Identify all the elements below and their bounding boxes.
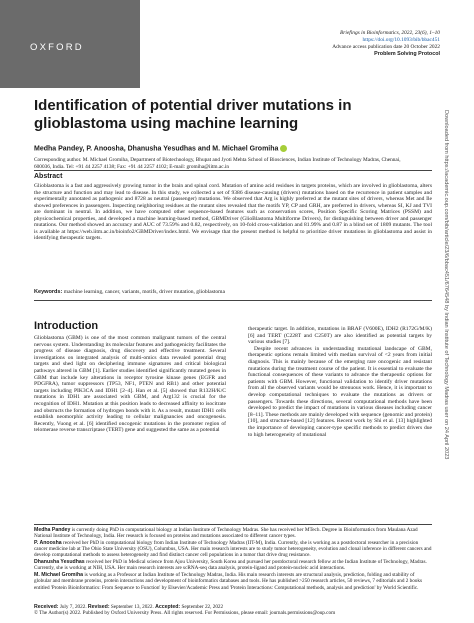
keywords-text: machine learning, cancer, variants, motifs, driver mutation, glioblastoma (63, 289, 225, 295)
bio-name: M. Michael Gromiha (34, 572, 84, 579)
divider (34, 300, 432, 301)
keywords-label: Keywords: (34, 289, 63, 295)
author-list (34, 145, 394, 152)
bio-text: is working as a Professor at Indian Institute of Technology Madras, India. His main research interests are structural analysis, prediction, folding and stability of globular and membrane proteins, protein interactions and development of bioinformatics databases and tools. He has published >250 research articles, 50 reviews, 7 editorials and 2 books entitled 'Protein Bioinformatics: From Sequence to Function' by Elsevier/Academic Press and 'Protein Interactions: Computational methods, analysis and prediction' by World Scientific. (34, 572, 422, 591)
paper-title: Identification of potential driver mutations in glioblastoma using machine learning (34, 97, 352, 132)
revised-label: Revised: (87, 604, 110, 610)
bio-entry (34, 527, 432, 539)
journal-info (220, 30, 440, 58)
publisher-banner (0, 0, 140, 88)
orcid-icon[interactable] (280, 145, 287, 152)
abstract-text: Glioblastoma is a fast and aggressively growing tumor in the brain and spinal cord. Mutation of amino acid residues in targets proteins, which are involved in glioblastoma, alters the structure and function and may lead to disease. In this study, we collected a set of 9386 disease-causing (drivers) mutations based on the recurrence in patient samples and experimentally annotated as pathogenic and 8728 as neutral (passenger) mutations. We observed that Arg is highly preferred at the mutant sites of drivers, whereas Met and Ile showed preferences in passengers. Inspecting neighboring residues at the mutant sites revealed that the motifs YP, CP and GRH, are preferred in drivers, whereas SI, KJ and TVI are dominant in neutral. In addition, we have computed other sequence-based features such as conservation scores, Position Specific Scoring Matrices (PSSM) and physicochemical properties, and developed a machine learning-based method, GBMDriver (GlioBlastoma Multiforme Drivers), for distinguishing between driver and passenger mutations. Our method showed an accuracy and AUC of 73.59% and 0.82, respectively, on 10-fold cross-validation and 81.99% and 0.87 in a blind set of 1809 mutants. The tool is available at https://web.iitm.ac.in/bioinfo2/GBMDriver/index.html. We envisage that the present method is helpful to prioritize driver mutations in glioblastoma and assist in identifying therapeutic targets. (34, 183, 432, 242)
author-names: Medha Pandey, P. Anoosha, Dhanusha Yesudhas and M. Michael Gromiha (34, 145, 279, 153)
accepted-date: September 22, 2022 (181, 604, 224, 610)
bio-name: Dhanusha Yesudhas (34, 559, 85, 566)
bio-name: Medha Pandey (34, 527, 71, 533)
received-date: July 7, 2022. (59, 604, 87, 610)
abstract-heading: Abstract (34, 173, 63, 180)
intro-paragraph: therapeutic target. In addition, mutations in BRAF (V600E), IDH2 (R172G/M/K) [6] and TERT (C228T and C250T) are also identified as potential targets by various studies [7]. (248, 326, 432, 346)
received-label: Received: (34, 604, 59, 610)
bio-entry (34, 540, 432, 559)
journal-line: Briefings in Bioinformatics, 2022, 23(6), 1–10 (339, 30, 440, 36)
introduction-column-1: Glioblastoma (GBM) is one of the most common malignant tumors of the central nervous system. Understanding its molecular features and pathogenicity facilitates the progress of disease diagnosis, drug discovery and effective treatment. Several investigations on integrated analysis of multi-omics data revealed potential drug targets and shed light on deciphering immune signatures and critical biological pathways altered in GBM [1]. Earlier studies identified significantly mutated genes in GBM that include key alterations in receptor tyrosine kinase genes (EGFR and PDGFRA), tumor suppressors (TP53, NF1, PTEN and RB1) and other potential targets including PIK3CA and IDH1 [2–4]. Han et al. [5] showed that R132H/K/C mutations in IDH1 are associated with GBM, and Arg132 is crucial for the recognition of IDH1. Mutation at this position leads to decreased affinity to isocitrate and obstructs the formation of hydrogen bonds with it. As a result, mutant IDH1 cells establish neomorphic activity leading to cellular malignancies and oncogenesis. Recently, Vuong et al. [6] identified oncogenic mutations in the promoter region of telomerase reverse transcriptase (TERT) gene and suggested the same as a potential (34, 335, 226, 434)
revised-date: September 13, 2022. (110, 604, 154, 610)
oxford-logo: OXFORD (30, 42, 84, 53)
bio-text: received her PhD in computational biology from Indian Institute of Technology Madras (IIT-M), India. Currently, she is working as a postdoctoral researcher in a precision cancer medicine lab at The Ohio State University (OSU), Columbus, USA. Her main research interests are to study tumor heterogeneity, evolution and clonal inference in different cancers and develop computational methods to assess heterogeneity and find distinct cancer cell populations in a tumor that drive drug resistance. (34, 540, 432, 559)
intro-paragraph: Despite recent advances in understanding mutational landscape of GBM, therapeutic options remain limited with median survival of <2 years from initial diagnosis. This is mainly because of the emerging rare oncogenic and resistant mutations during the treatment course of the patient. It is essential to evaluate the functional consequences of these variants to advance the therapeutic options for patients with GBM. However, functional validation to identify driver mutations from all the observed variants would be strenuous work. Hence, it is important to develop computational techniques to evaluate the mutations as drivers or passengers. Towards these directions, several computational methods have been developed to predict the impact of mutations in various diseases including cancer [8–11]. These methods are mainly developed with sequence (genomic and protein) [10], and structure-based [12] features. Recent work by Shi et al. [13] highlighted the importance of developing cancer-type specific methods to predict drivers due to high heterogeneity of mutational (248, 345, 432, 438)
divider (34, 170, 432, 171)
introduction-column-2 (248, 326, 432, 438)
bio-text: is currently doing PhD in computational biology at Indian Institute of Technology Madras. She has received her MTech. Degree in Bioinformatics from Maulana Azad National Institute of Technology, India. Her research is focused on proteins and mutations associated to different cancer types. (34, 527, 418, 540)
doi-link[interactable]: https://doi.org/10.1093/bib/bbac451 (362, 37, 440, 43)
article-type: Problem Solving Protocol (374, 51, 440, 57)
bio-name: P. Anoosha (34, 540, 62, 546)
advance-access-date: Advance access publication date 20 October 2022 (332, 44, 440, 50)
copyright-line: © The Author(s) 2022. Published by Oxford University Press. All rights reserved. For Permissions, please email: journals.permissions@oup.com (34, 610, 336, 617)
author-bios (34, 527, 432, 591)
bio-entry (34, 572, 432, 591)
article-dates (34, 604, 432, 616)
introduction-heading: Introduction (34, 320, 99, 332)
keywords (34, 289, 432, 295)
divider (34, 524, 432, 525)
bio-text: received her PhD in Medical science from Ajou University, South Korea and pursued her postdoctoral research fellow at the Indian Institute of Technology, Madras. Currently, she is working at NIH, USA. Her main research interests are scRNA-seq data analysis, protein-ligand and protein-nucleic acid interactions. (34, 559, 427, 572)
corresponding-author: Corresponding author. M. Michael Gromiha, Department of Biotechnology, Bhupat and Jyoti Mehta School of Biosciences, Indian Institute of Technology Madras, Chennai, 600036, India. Tel: +91 44 2257 4138; Fax: +91 44 2257 4102; E-mail: gromiha@iitm.ac.in (34, 157, 401, 170)
accepted-label: Accepted: (155, 604, 181, 610)
download-side-note: Downloaded from https://academic.oup.com/bib/article/23/6/bbac451/6764548 by Indian Institute of Technology Madras user on 24 April 2023 (443, 110, 449, 460)
bio-entry (34, 559, 432, 571)
